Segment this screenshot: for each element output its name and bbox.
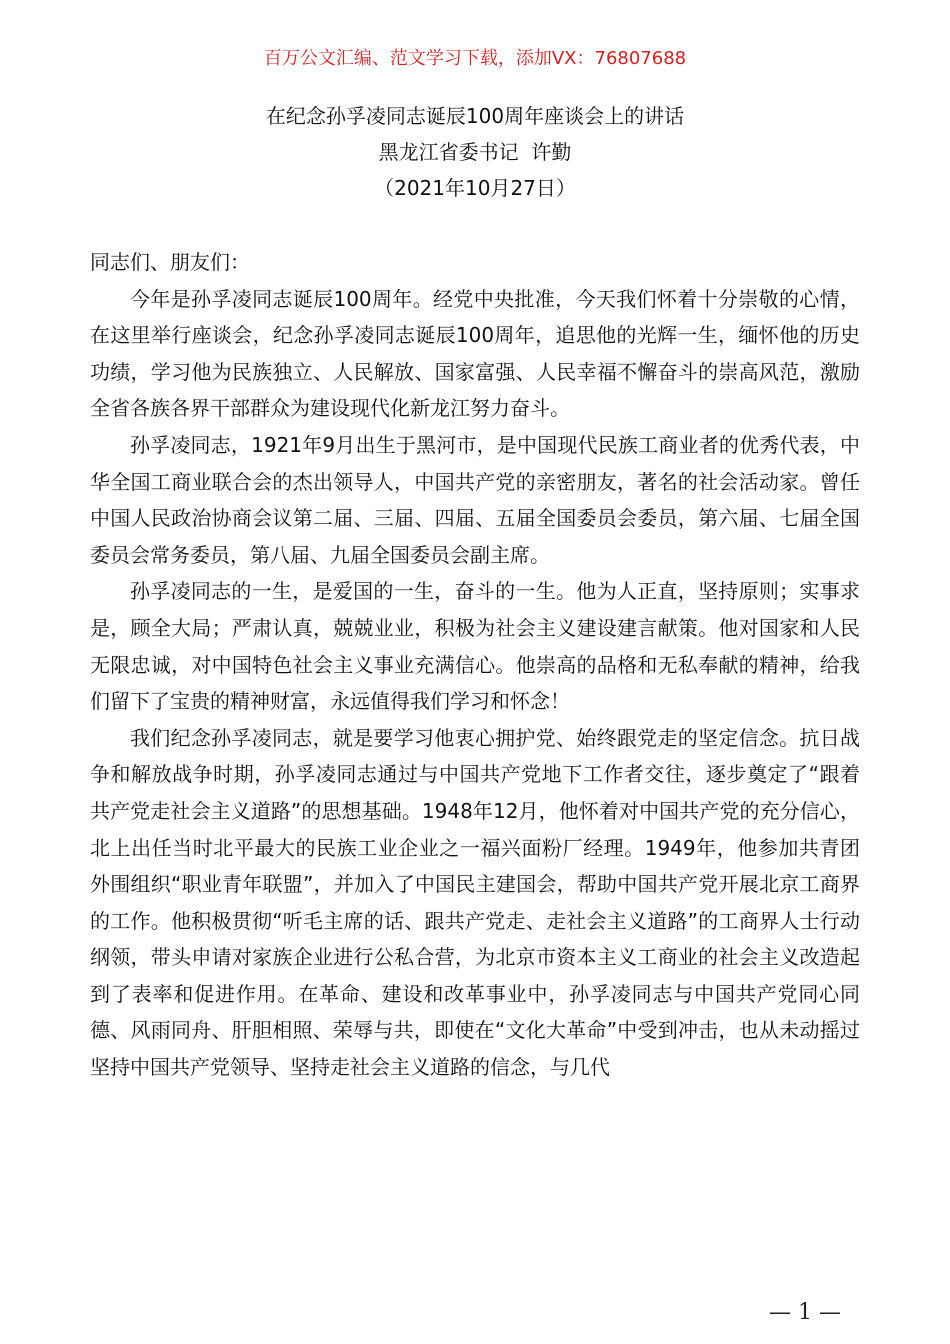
title-block bbox=[0, 98, 950, 206]
paragraph-4: 我们纪念孙孚凌同志，就是要学习他衷心拥护党、始终跟党走的坚定信念。抗日战争和解放战争时期，孙孚凌同志通过与中国共产党地下工作者交往，逐步奠定了“跟着共产党走社会主义道路”的思想基础。1948年12月，他怀着对中国共产党的充分信心，北上出任当时北平最大的民族工业企业之一福兴面粉厂经理。1949年，他参加共青团外围组织“职业青年联盟”，并加入了中国民主建国会，帮助中国共产党开展北京工商界的工作。他积极贯彻“听毛主席的话、跟共产党走、走社会主义道路”的工商界人士行动纲领，带头申请对家族企业进行公私合营，为北京市资本主义工商业的社会主义改造起到了表率和促进作用。在革命、建设和改革事业中，孙孚凌同志与中国共产党同心同德、风雨同舟、肝胆相照、荣辱与共，即使在“文化大革命”中受到冲击，也从未动摇过坚持中国共产党领导、坚持走社会主义道路的信念，与几代 bbox=[90, 725, 860, 1080]
document-body bbox=[90, 244, 860, 1086]
paragraph-2: 孙孚凌同志，1921年9月出生于黑河市，是中国现代民族工商业者的优秀代表，中华全国工商业联合会的杰出领导人，中国共产党的亲密朋友，著名的社会活动家。曾任中国人民政治协商会议第二届、三届、四届、五届全国委员会委员，第六届、七届全国委员会常务委员，第八届、九届全国委员会副主席。 bbox=[90, 432, 860, 567]
paragraph-1: 今年是孙孚凌同志诞辰100周年。经党中央批准，今天我们怀着十分崇敬的心情，在这里举行座谈会，纪念孙孚凌同志诞辰100周年，追思他的光辉一生，缅怀他的历史功绩，学习他为民族独立、人民解放、国家富强、人民幸福不懈奋斗的崇高风范，激励全省各族各界干部群众为建设现代化新龙江努力奋斗。 bbox=[90, 286, 860, 421]
paragraph-3: 孙孚凌同志的一生，是爱国的一生，奋斗的一生。他为人正直，坚持原则；实事求是，顾全大局；严肃认真，兢兢业业，积极为社会主义建设建言献策。他对国家和人民无限忠诚，对中国特色社会主义事业充满信心。他崇高的品格和无私奉献的精神，给我们留下了宝贵的精神财富，永远值得我们学习和怀念！ bbox=[90, 579, 860, 714]
page-number: — 1 — bbox=[769, 1300, 841, 1325]
date-line: （2021年10月27日） bbox=[374, 176, 576, 200]
document-title: 在纪念孙孚凌同志诞辰100周年座谈会上的讲话 bbox=[265, 104, 685, 128]
author-line: 黑龙江省委书记 许勤 bbox=[378, 140, 572, 164]
header-banner: 百万公文汇编、范文学习下载，添加VX：76807688 bbox=[263, 48, 687, 69]
salutation: 同志们、朋友们： bbox=[90, 250, 250, 274]
